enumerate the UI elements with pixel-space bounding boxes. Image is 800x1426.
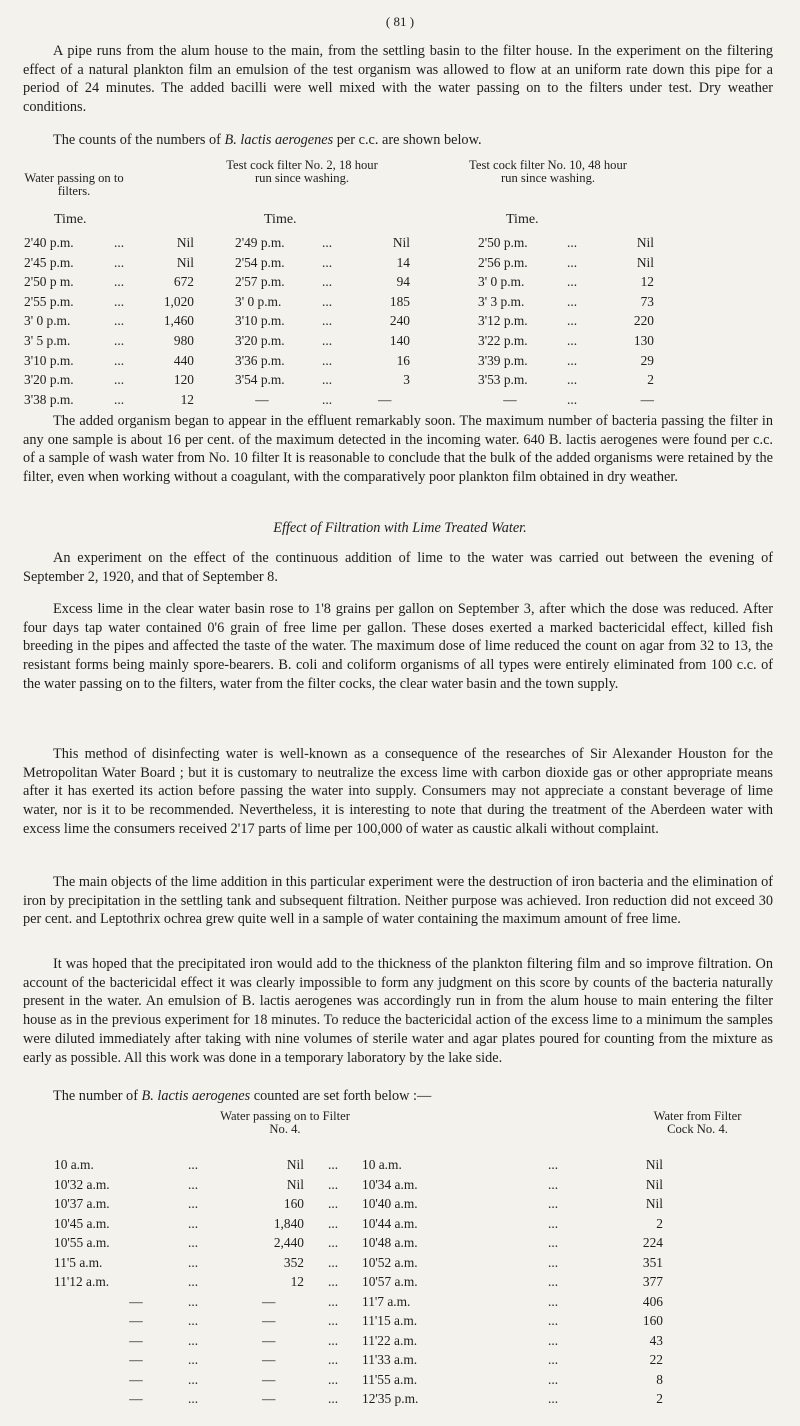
leader-dots: ...	[548, 1332, 559, 1348]
table2-cock-count: 377	[642, 1274, 663, 1289]
table2-header-cock: Water from Filter Cock No. 4.	[653, 1109, 742, 1136]
table1-filter10-time: 3'22 p.m.	[478, 333, 528, 348]
leader-dots: ...	[567, 372, 578, 388]
table1-filter2-count: 14	[396, 254, 410, 270]
leader-dots: ...	[548, 1196, 559, 1211]
table2-passing-count: Nil	[286, 1157, 304, 1172]
leader-dots: ...	[567, 274, 578, 290]
table2-cock-time: 11'15 a.m.	[362, 1313, 418, 1328]
leader-dots: ...	[322, 352, 333, 368]
table2-passing-time: —	[129, 1391, 143, 1406]
table1-water-count: 120	[173, 372, 194, 388]
table1-filter2-time: 3'10 p.m.	[235, 313, 285, 329]
table2-cock-count: 2	[656, 1215, 663, 1231]
leader-dots: ...	[188, 1293, 199, 1309]
table1-filter10-count: 220	[633, 313, 654, 329]
table2-passing-count: —	[262, 1332, 276, 1348]
table2-cock-count: Nil	[645, 1157, 663, 1172]
leader-dots: ...	[114, 254, 125, 270]
table1-time-label-1: Time.	[54, 212, 87, 227]
table2-passing-time: 10'45 a.m.	[54, 1215, 110, 1231]
table2-passing-time: 10 a.m.	[54, 1157, 94, 1172]
leader-dots: ...	[114, 333, 125, 348]
leader-dots: ...	[567, 254, 578, 270]
objects-paragraph: The main objects of the lime addition in this particular experiment were the destruction of iron bacteria and the elimination of iron by precipitation in the settling tank and subsequent filtration. Neither purpose was achieved. Iron reduction did not exceed 30 per cent. and Leptothrix ochrea grew quite well in a sample of water containing the maximum amount of free lime.	[23, 874, 773, 928]
table2-passing-count: —	[262, 1352, 276, 1367]
table2-passing-count: 12	[290, 1274, 304, 1289]
table1-water-time: 3' 5 p.m.	[24, 333, 71, 348]
table2-cock-time: 10'34 a.m.	[362, 1176, 418, 1192]
table2-cock-count: Nil	[645, 1176, 663, 1192]
table1-filter2-time: 2'54 p.m.	[235, 254, 285, 270]
table1-filter10-time: —	[503, 391, 517, 407]
table1-time-label-2: Time.	[264, 212, 297, 227]
table1-filter2-count: 240	[389, 313, 410, 329]
table1-header-filter2: Test cock filter No. 2, 18 hour run since washing.	[226, 158, 378, 185]
leader-dots: ...	[322, 274, 333, 290]
leader-dots: ...	[567, 313, 578, 329]
leader-dots: ...	[188, 1371, 199, 1387]
leader-dots: ...	[322, 313, 333, 329]
excess-lime-paragraph: Excess lime in the clear water basin rose to 1'8 grains per gallon on September 3, after which the dose was reduced. After four days tap water contained 0'6 grain of free lime per gallon. These doses exerted a marked bactericidal effect, killed fish breeding in the pipes and affected the taste of the water. The maximum dose of lime reduced the count on agar from 32 to 13, the resistant forms being mainly spore-bearers. B. coli and coliform organisms of all types were entirely eliminated from 100 c.c. of the water passing on to the filters, water from the filter cocks, the clear water basin and the town supply.	[23, 601, 773, 692]
table2-passing-time: 10'37 a.m.	[54, 1196, 110, 1211]
leader-dots: ...	[188, 1254, 199, 1270]
table2-passing-time: 10'55 a.m.	[54, 1235, 110, 1250]
leader-dots: ...	[322, 391, 333, 407]
table1-header-filter10: Test cock filter No. 10, 48 hour run since washing.	[469, 158, 627, 185]
leader-dots: ...	[114, 293, 125, 309]
table1-water-count: 440	[173, 352, 194, 368]
table1-water-time: 2'50 p m.	[24, 274, 74, 290]
table2-cock-time: 10'44 a.m.	[362, 1215, 418, 1231]
section-heading: Effect of Filtration with Lime Treated Water.	[273, 520, 527, 536]
leader-dots: ...	[548, 1371, 559, 1387]
leader-dots: ...	[328, 1157, 339, 1172]
table2-cock-time: 11'55 a.m.	[362, 1371, 418, 1387]
table1-filter2-count: Nil	[392, 235, 410, 250]
table1-filter10-time: 3'53 p.m.	[478, 372, 528, 388]
leader-dots: ...	[322, 254, 333, 270]
leader-dots: ...	[114, 352, 125, 368]
leader-dots: ...	[548, 1254, 559, 1270]
table1-filter2-count: 16	[396, 352, 410, 368]
organism-name: B. lactis aerogenes	[224, 132, 334, 148]
leader-dots: ...	[328, 1293, 339, 1309]
table1-water-count: 12	[180, 391, 194, 407]
table2-cock-time: 11'22 a.m.	[362, 1332, 418, 1348]
results-paragraph: The added organism began to appear in the effluent remarkably soon. The maximum number of bacteria passing the filter in any one sample is about 16 per cent. of the maximum detected in the incoming water. 640 B. lactis aerogenes were found per c.c. of a sample of wash water from No. 10 filter It is reasonable to conclude that the bulk of the added organisms were retained by the filter, even when working without a coagulant, with the comparatively poor plankton film obtained in dry weather.	[23, 413, 773, 486]
leader-dots: ...	[328, 1332, 339, 1348]
table2-cock-count: 43	[649, 1332, 663, 1348]
leader-dots: ...	[188, 1332, 199, 1348]
table1-filter10-time: 3'39 p.m.	[478, 352, 528, 368]
table1-filter10-count: 130	[633, 333, 654, 348]
table2-cock-time: 12'35 p.m.	[362, 1391, 419, 1406]
leader-dots: ...	[328, 1274, 339, 1289]
leader-dots: ...	[114, 274, 125, 290]
table1-filter2-time: 3'36 p.m.	[235, 352, 285, 368]
table1-filter10-count: 29	[640, 352, 654, 368]
table1-water-time: 3'10 p.m.	[24, 352, 74, 368]
table2-passing-time: —	[129, 1352, 143, 1367]
table2-passing-time: —	[129, 1332, 143, 1348]
leader-dots: ...	[567, 352, 578, 368]
intro-paragraph: A pipe runs from the alum house to the main, from the settling basin to the filter house. In the experiment on the filtering effect of a natural plankton film an emulsion of the test organism was allowed to flow at an uniform rate down this pipe for a period of 24 minutes. The added bacilli were well mixed with the water passing on to the filters under test. Dry weather conditions.	[23, 43, 773, 116]
organism-name-2: B. lactis aerogenes	[141, 1088, 251, 1104]
leader-dots: ...	[548, 1274, 559, 1289]
table1-water-time: 2'55 p.m.	[24, 293, 74, 309]
leader-dots: ...	[322, 372, 333, 388]
table2-cock-time: 10'57 a.m.	[362, 1274, 418, 1289]
table1-filter2-time: 3'54 p.m.	[235, 372, 285, 388]
table2-passing-count: —	[262, 1371, 276, 1387]
table2-cock-count: 160	[642, 1313, 663, 1328]
table1-water-time: 3'38 p.m.	[24, 391, 74, 407]
table2-passing-time: 10'32 a.m.	[54, 1176, 110, 1192]
counts-intro: The counts of the numbers of B. lactis aerogenes per c.c. are shown below.	[53, 132, 482, 148]
leader-dots: ...	[188, 1196, 199, 1211]
table1-water-count: Nil	[176, 235, 194, 250]
table2-passing-count: —	[262, 1293, 276, 1309]
leader-dots: ...	[567, 235, 578, 250]
table1-filter2-time: 2'49 p.m.	[235, 235, 285, 250]
table1-filter10-count: 12	[640, 274, 654, 290]
disinfection-paragraph: This method of disinfecting water is well-known as a consequence of the researches of Sir Alexander Houston for the Metropolitan Water Board ; but it is customary to neutralize the excess lime with carbon dioxide gas or other appropriate means after it has exerted its action before passing the water into supply. Consumers may not appreciate a constant beverage of lime water, nor is it to be recommended. Nevertheless, it is interesting to note that during the treatment of the Aberdeen water with excess lime the consumers received 2'17 parts of lime per 100,000 of water as caustic alkali without complaint.	[23, 746, 773, 837]
leader-dots: ...	[548, 1352, 559, 1367]
table1-water-count: 980	[173, 333, 194, 348]
table1-water-count: Nil	[176, 254, 194, 270]
leader-dots: ...	[114, 235, 125, 250]
table2-passing-time: —	[129, 1371, 143, 1387]
table1-filter2-count: 140	[389, 333, 410, 348]
table1-filter2-count: —	[378, 391, 392, 407]
leader-dots: ...	[188, 1352, 199, 1367]
leader-dots: ...	[548, 1293, 559, 1309]
table1-filter10-count: Nil	[636, 254, 654, 270]
leader-dots: ...	[548, 1157, 559, 1172]
table2-cock-count: 406	[642, 1293, 663, 1309]
table1-water-time: 3'20 p.m.	[24, 372, 74, 388]
table1-filter10-count: Nil	[636, 235, 654, 250]
leader-dots: ...	[328, 1254, 339, 1270]
table1-water-time: 3' 0 p.m.	[24, 313, 71, 329]
table2-intro: The number of B. lactis aerogenes counted are set forth below :—	[53, 1088, 432, 1104]
table2-passing-time: —	[129, 1313, 143, 1328]
table2-cock-count: 224	[642, 1235, 663, 1250]
leader-dots: ...	[322, 293, 333, 309]
leader-dots: ...	[328, 1196, 339, 1211]
table1-filter2-time: —	[255, 391, 269, 407]
table2-passing-count: 2,440	[273, 1235, 304, 1250]
table1-filter10-time: 3'12 p.m.	[478, 313, 528, 329]
leader-dots: ...	[188, 1391, 199, 1406]
table1-filter2-time: 2'57 p.m.	[235, 274, 285, 290]
leader-dots: ...	[328, 1176, 339, 1192]
table2-passing-count: 352	[283, 1254, 304, 1270]
table1-water-count: 672	[173, 274, 194, 290]
leader-dots: ...	[548, 1235, 559, 1250]
table2-cock-time: 10'48 a.m.	[362, 1235, 418, 1250]
table2-cock-count: 351	[642, 1254, 663, 1270]
table2-passing-count: 1,840	[273, 1215, 304, 1231]
table1-filter10-time: 2'50 p.m.	[478, 235, 528, 250]
lime-experiment-paragraph: An experiment on the effect of the continuous addition of lime to the water was carried out between the evening of September 2, 1920, and that of September 8.	[23, 550, 773, 585]
leader-dots: ...	[328, 1235, 339, 1250]
leader-dots: ...	[322, 333, 333, 348]
leader-dots: ...	[328, 1391, 339, 1406]
table2-passing-count: 160	[283, 1196, 304, 1211]
leader-dots: ...	[188, 1215, 199, 1231]
table2-passing-count: —	[262, 1313, 276, 1328]
table2-cock-time: 11'33 a.m.	[362, 1352, 418, 1367]
precipitated-iron-paragraph: It was hoped that the precipitated iron would add to the thickness of the plankton filtering film and so improve filtration. On account of the bactericidal effect it was clearly impossible to form any judgment on this score by counts of the bacteria naturally present in the water. An emulsion of B. lactis aerogenes was accordingly run in from the alum house to main entering the filter house as in the previous experiment for 18 minutes. To reduce the bactericidal action of the excess lime to a minimum the samples were diluted immediately after taking with nine volumes of sterile water and agar plates poured for counting from the mixture as early as possible. All this work was done in a temporary laboratory by the lake side.	[23, 956, 773, 1066]
leader-dots: ...	[567, 333, 578, 348]
table1-water-time: 2'45 p.m.	[24, 254, 74, 270]
leader-dots: ...	[328, 1215, 339, 1231]
table2-cock-count: 2	[656, 1391, 663, 1406]
table2-cock-count: 8	[656, 1371, 663, 1387]
leader-dots: ...	[188, 1274, 199, 1289]
table1-filter10-count: 73	[640, 293, 654, 309]
table2-passing-count: Nil	[286, 1176, 304, 1192]
leader-dots: ...	[188, 1157, 199, 1172]
leader-dots: ...	[567, 391, 578, 407]
leader-dots: ...	[328, 1371, 339, 1387]
leader-dots: ...	[114, 391, 125, 407]
leader-dots: ...	[188, 1313, 199, 1328]
table2-cock-time: 10'52 a.m.	[362, 1254, 418, 1270]
table1-filter2-count: 185	[389, 293, 410, 309]
table1-water-count: 1,020	[163, 293, 194, 309]
table2-cock-count: Nil	[645, 1196, 663, 1211]
leader-dots: ...	[188, 1235, 199, 1250]
table2-cock-count: 22	[649, 1352, 663, 1367]
table1-filter10-time: 2'56 p.m.	[478, 254, 528, 270]
table1-filter10-time: 3' 0 p.m.	[478, 274, 525, 290]
page-number: ( 81 )	[385, 14, 415, 29]
table1-filter10-count: 2	[647, 372, 654, 388]
leader-dots: ...	[114, 372, 125, 388]
table1-filter2-time: 3'20 p.m.	[235, 333, 285, 348]
table1-filter2-count: 3	[403, 372, 410, 388]
table2-passing-time: —	[129, 1293, 143, 1309]
leader-dots: ...	[322, 235, 333, 250]
table2-passing-time: 11'5 a.m.	[54, 1254, 103, 1270]
leader-dots: ...	[548, 1176, 559, 1192]
leader-dots: ...	[567, 293, 578, 309]
table1-filter2-time: 3' 0 p.m.	[235, 293, 282, 309]
leader-dots: ...	[328, 1352, 339, 1367]
leader-dots: ...	[188, 1176, 199, 1192]
table1-water-time: 2'40 p.m.	[24, 235, 74, 250]
table2-cock-time: 10 a.m.	[362, 1157, 402, 1172]
table1-header-water: Water passing on to filters.	[24, 171, 124, 198]
table1-filter2-count: 94	[396, 274, 410, 290]
leader-dots: ...	[548, 1391, 559, 1406]
table2-cock-time: 11'7 a.m.	[362, 1293, 411, 1309]
table2-passing-time: 11'12 a.m.	[54, 1274, 110, 1289]
table1-time-label-3: Time.	[506, 212, 539, 227]
table2-passing-count: —	[262, 1391, 276, 1406]
table1-filter10-time: 3' 3 p.m.	[478, 293, 525, 309]
table1-water-count: 1,460	[163, 313, 194, 329]
table2-header-passing: Water passing on to Filter No. 4.	[220, 1109, 350, 1136]
table2-cock-time: 10'40 a.m.	[362, 1196, 418, 1211]
leader-dots: ...	[328, 1313, 339, 1328]
leader-dots: ...	[548, 1215, 559, 1231]
leader-dots: ...	[548, 1313, 559, 1328]
leader-dots: ...	[114, 313, 125, 329]
table1-filter10-count: —	[640, 391, 654, 407]
